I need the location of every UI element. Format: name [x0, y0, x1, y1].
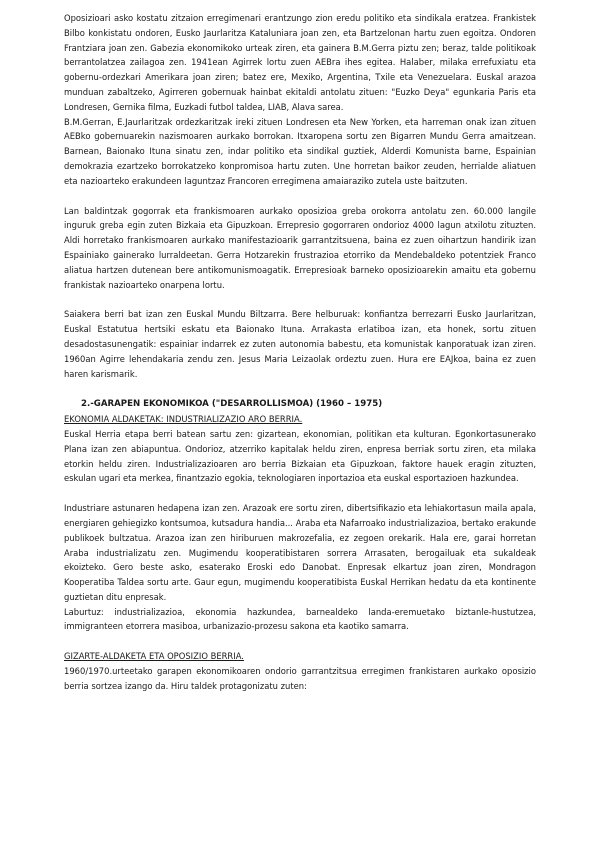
- section-2-paragraph-2: Industriare astunaren hedapena izan zen. Arazoak ere sortu ziren, dibertsifikazio eta lehiakortasun maila apala, energiaren gehiegizko kontsumoa, kutsadura handia... Araba eta Nafarroako industrializazioa, bertako erakunde publikoek bultzatua. Arazoa izan zen hiriburuen makrozefalia, ez zegoen orekarik. Hala ere, garai horretan Araba industrializatu zen. Mugimendu kooperatibistaren sorrera Arrasaten, berogailuak eta sukaldeak ekoizteko. Gero beste asko, esaterako Eroski edo Danobat. Enpresak elkartuz joan ziren, Mondragon Kooperatiba Taldea sortu arte. Gaur egun, mugimendu kooperatibista Euskal Herrikan hedatu da eta kontinente guztietan ditu enpresak.: [64, 503, 536, 602]
- intro-paragraph-3: Lan baldintzak gogorrak eta frankismoaren aurkako oposizioa greba orokorra antolatu zen. 60.000 langile inguruk greba egin zuten Bizkaia eta Gipuzkoan. Errepresio gogorraren ondorioz 4000 lagun atxilotu zituzten. Aldi horretako frankismoaren aurkako manifestazioarik garrantzitsuena, baina ez zuen oihartzun handirik izan Espainiako gainerako lurraldeetan. Gerra Hotzarekin frustrazioa etorriko da Mendebaldeko potentziek Franco aliatua hartzen dutenean bere antikomunismoagatik. Errepresioak barneko oposizioarekin amaitu eta gobernu frankistak nazioarteko onarpena lortu.: [64, 205, 536, 290]
- section-3-subtitle: GIZARTE-ALDAKETA ETA OPOSIZIO BERRIA.: [64, 651, 244, 662]
- section-3-paragraph: 1960/1970.urteetako garapen ekonomikoaren ondorio garrantzitsua erregimen frankistaren aurkako oposizio berria sortzea izango da. Hiru taldek protagonizatu zuten:: [64, 666, 536, 691]
- section-2-paragraph-1: Euskal Herria etapa berri batean sartu zen: gizartean, ekonomian, politikan eta kulturan. Egonkortasunerako Plana izan zen abiapuntua. Ondorioz, atzerriko kapitalak heldu ziren, enpresa berriak sortu ziren, eta milaka etorkin heldu ziren. Industrializazioaren aro berria Bizkaian eta Gipuzkoan, faktore hauek eragin zituzten, eskulan ugari eta merkea, finantzazio egokia, teknologiaren inportazioa eta euskal esportazioen hazkundea.: [64, 428, 536, 484]
- intro-paragraph-4: Saiakera berri bat izan zen Euskal Mundu Biltzarra. Bere helburuak: konfiantza berrezarri Eusko Jaurlaritzan, Euskal Estatutua hertsiki eskatu eta Baionako Ituna. Arrakasta erlatiboa izan, eta honek, sortu zituen desadostasunengatik: espainiar indarrek ez zuten autonomia babestu, eta komunistak kanporatuak izan ziren. 1960an Agirre lehendakaria zendu zen. Jesus Maria Leizaolak ordeztu zuen. Hura ere EAJkoa, baina ez zuen haren karismarik.: [64, 309, 536, 379]
- section-2-title: 2.-GARAPEN EKONOMIKOA ("DESARROLLISMOA) (1960 – 1975): [81, 399, 383, 410]
- section-2-paragraph-3: Laburtuz: industrializazioa, ekonomia hazkundea, barnealdeko landa-eremuetako biztanle-hustutzea, immigranteen etorrera masiboa, urbanizazio-prozesu sakona eta kaotiko samarra.: [64, 606, 536, 632]
- intro-paragraph-1: Oposizioari asko kostatu zitzaion erregimenari erantzungo zion eredu politiko eta sindikala eratzea. Frankistek Bilbo konkistatu ondoren, Eusko Jaurlaritza Kataluniara joan zen, eta Bartzelonan hartu zuen egoitza. Ondoren Frantziara joan zen. Gabezia ekonomikoko urteak ziren, eta gainera B.M.Gerra piztu zen; beraz, talde politikoak berrantolatzea zailagoa zen. 1941ean Agirrek lortu zuen AEBra ihes egitea. Halaber, milaka errefuxiatu eta gobernu-ordezkari Amerikara joan ziren; batez ere, Mexiko, Argentina, Txile eta Venezuelara. Euskal arazoa munduan zabaltzeko, Agirreren gobernuak hainbat ekitaldi antolatu zituen: "Euzko Deya" egunkaria Paris eta Londresen, Gernika filma, Euzkadi futbol taldea, LIAB, Alava sarea.: [64, 13, 536, 112]
- intro-paragraph-2: B.M.Gerran, E.Jaurlaritzak ordezkaritzak ireki zituen Londresen eta New Yorken, eta harreman onak izan zituen AEBko gobernuarekin nazismoaren aurkako borrokan. Itxaropena sortu zen Bigarren Mundu Gerra amaitzean. Barnean, Baionako Ituna sinatu zen, indar politiko eta sindikal guztiek, Alderdi Komunista barne, Espainian demokrazia ezartzeko borrokatzeko konpromisoa hartu zuten. Une horretan baikor zeuden, herrialde aliatuen eta nazioarteko erakundeen laguntzaz Francoren erregimena amaiaraziko zutela uste baitzuten.: [64, 116, 536, 186]
- section-2-subtitle: EKONOMIA ALDAKETAK: INDUSTRIALIZAZIO ARO BERRIA.: [64, 414, 303, 425]
